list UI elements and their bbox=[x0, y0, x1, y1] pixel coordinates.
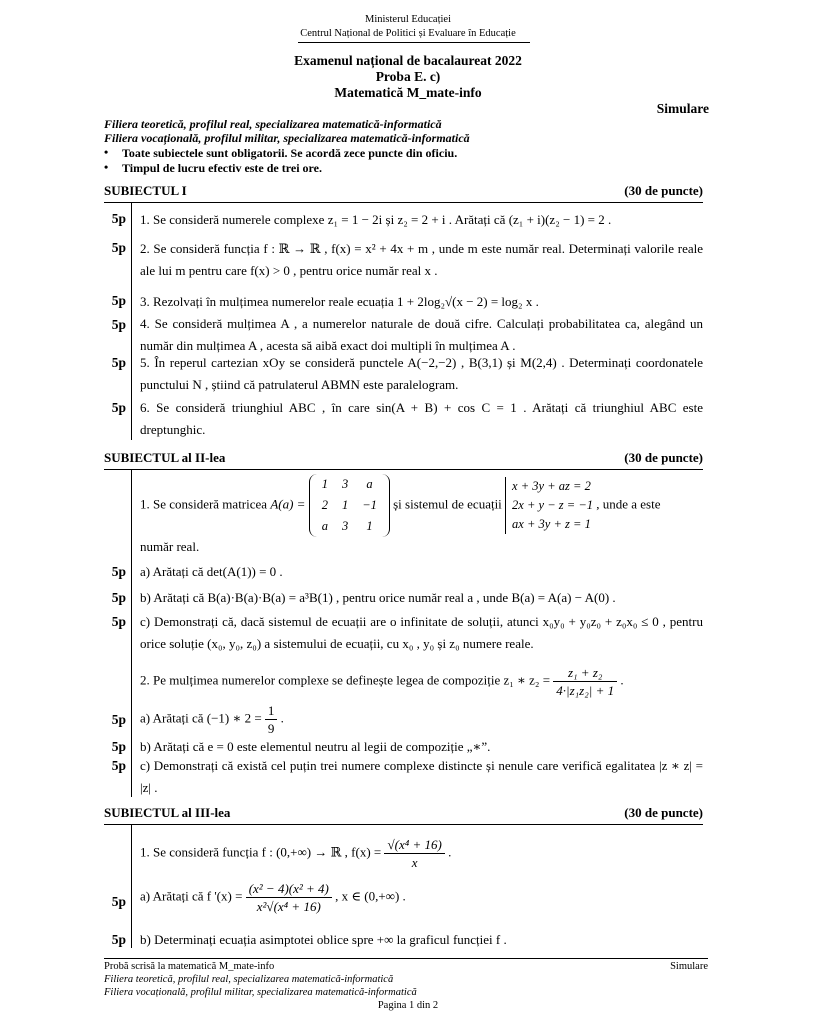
fraction-denominator: 4·|z₁z₂| + 1 bbox=[556, 683, 615, 698]
fraction-denominator: 9 bbox=[267, 721, 275, 736]
s3-1a bbox=[140, 880, 406, 915]
fraction-denominator: x²√(x⁴ + 16) bbox=[256, 899, 321, 914]
equation: x + 3y + az = 2 bbox=[512, 479, 591, 493]
intro-text: 1. Se consideră funcția f : (0,+∞) → ℝ , f(x) = bbox=[140, 844, 382, 860]
section-points: (30 de puncte) bbox=[624, 183, 703, 198]
proba-title: Proba E. c) bbox=[375, 69, 441, 84]
s2-1c: c) Demonstrați că, dacă sistemul de ecuații are o infinitate de soluții, atunci x₀y₀ + y₀z₀ + z₀x₀ ≤ 0 , pentru orice soluție (x₀, y₀, z₀) a sistemului de ecuații, cu x₀ , y₀ și z₀ numere reale. bbox=[140, 614, 703, 651]
s2-problem-2-intro: 2. Pe mulțimea numerelor complexe se definește legea de compoziție z₁ ∗ z₂ = $\frac{\text{z₁ + z₂}}{\text{4·|z₁z₂| + 1}}$ . bbox=[140, 665, 624, 698]
matrix-cell: 3 bbox=[341, 519, 349, 533]
points-label: 5p bbox=[111, 240, 126, 255]
section-2-header bbox=[104, 450, 703, 466]
ministry-name: Ministerul Educației bbox=[364, 14, 452, 25]
points-label: 5p bbox=[111, 590, 126, 605]
header-rule bbox=[298, 42, 530, 43]
composition-fraction bbox=[553, 664, 617, 699]
intro-text: și sistemul de ecuații bbox=[393, 496, 502, 512]
intro-text: 1. Se consideră matricea bbox=[140, 496, 268, 512]
points-label: 5p bbox=[111, 564, 126, 579]
section-points: (30 de puncte) bbox=[624, 450, 703, 465]
instruction-1: Toate subiectele sunt obligatorii. Se acordă zece puncte din oficiu. bbox=[122, 146, 458, 160]
matrix-name: A(a) = bbox=[270, 496, 306, 512]
s1-item-5: 5. În reperul cartezian xOy se consideră punctele A(−2,−2) , B(3,1) și M(2,4) . Determinați coordonatele punctului N , știind că patrulaterul ABMN este paralelogram. bbox=[140, 355, 703, 392]
points-label: 5p bbox=[111, 712, 126, 727]
bullet-icon: • bbox=[104, 160, 109, 174]
s1-item-3: 3. Rezolvați în mulțimea numerelor reale ecuația 1 + 2log₂√(x − 2) = log₂ x . bbox=[140, 294, 539, 309]
s2-2a: a) Arătați că (−1) ∗ 2 = $\frac{1}{9}$ . bbox=[140, 703, 284, 736]
points-label: 5p bbox=[111, 932, 126, 947]
footer-simulare: Simulare bbox=[670, 961, 708, 972]
matrix-cell: −1 bbox=[362, 498, 377, 512]
s2-1b: b) Arătați că B(a)·B(a)·B(a) = a³B(1) , pentru orice număr real a , unde B(a) = A(a) − A(0) . bbox=[140, 590, 616, 605]
section-3-header bbox=[104, 805, 703, 821]
function-fraction bbox=[384, 836, 444, 871]
intro-text: 2. Pe mulțimea numerelor complexe se definește legea de compoziție z₁ ∗ z₂ = bbox=[140, 672, 551, 688]
page-number: Pagina 1 din 2 bbox=[377, 1000, 439, 1011]
s1-item-1: 1. Se consideră numerele complexe z₁ = 1 − 2i și z₂ = 2 + i . Arătați că (z₁ + i)(z₂ − 1) = 2 . bbox=[140, 212, 612, 227]
center-name: Centrul Național de Politici și Evaluare în Educație bbox=[300, 28, 516, 39]
points-label: 5p bbox=[111, 739, 126, 754]
points-label: 5p bbox=[111, 400, 126, 415]
s2-1a: a) Arătați că det(A(1)) = 0 . bbox=[140, 564, 283, 579]
s3-problem-1-intro: 1. Se consideră funcția f : (0,+∞) → ℝ , f(x) = $\frac{\text{√(x⁴ + 16)}}{x}$ . bbox=[140, 837, 452, 870]
points-label: 5p bbox=[111, 758, 126, 773]
s1-item-2: 2. Se consideră funcția f : ℝ → ℝ , f(x) = x² + 4x + m , unde m este număr real. Determinați valorile reale ale lui m pentru care f(x) > 0 , pentru orice număr real x . bbox=[140, 241, 703, 278]
filiera-teoretica: Filiera teoretică, profilul real, specializarea matematică-informatică bbox=[104, 117, 442, 131]
s2-problem-1-intro-end: număr real. bbox=[140, 539, 200, 554]
points-label: 5p bbox=[111, 894, 126, 909]
section-1-header bbox=[104, 183, 703, 199]
matrix-cell: a bbox=[321, 519, 328, 533]
bullet-icon: • bbox=[104, 145, 109, 159]
section-2-rule bbox=[104, 469, 703, 470]
points-label: 5p bbox=[111, 317, 126, 332]
s2-2b: b) Arătați că e = 0 este elementul neutru al legii de compoziție „∗”. bbox=[140, 739, 491, 754]
s2-problem-1-intro bbox=[140, 474, 703, 537]
simulare-label: Simulare bbox=[656, 101, 709, 116]
derivative-fraction bbox=[246, 880, 332, 915]
section-title: SUBIECTUL al III-lea bbox=[104, 805, 231, 820]
s1-item-4: 4. Se consideră mulțimea A , a numerelor naturale de două cifre. Calculați probabilitatea ca, alegând un număr din mulțimea A , acesta să aibă exact doi multipli în mulțimea A . bbox=[140, 316, 703, 353]
s1-item-6: 6. Se consideră triunghiul ABC , în care sin(A + B) + cos C = 1 . Arătați că triunghiul ABC este dreptunghic. bbox=[140, 400, 703, 437]
matrix-cell: 1 bbox=[341, 498, 349, 512]
points-label: 5p bbox=[111, 211, 126, 226]
intro-text: , unde a este bbox=[596, 496, 661, 512]
section-title: SUBIECTUL al II-lea bbox=[104, 450, 226, 465]
section-1-rule bbox=[104, 202, 703, 203]
fraction-numerator: 1 bbox=[265, 702, 278, 720]
s3-1b: b) Determinați ecuația asimptotei oblice spre +∞ la graficul funcției f . bbox=[140, 932, 507, 947]
footer-line-2: Filiera teoretică, profilul real, specializarea matematică-informatică bbox=[104, 974, 394, 985]
matrix-cell: 1 bbox=[321, 477, 328, 491]
item-text: a) Arătați că (−1) ∗ 2 = bbox=[140, 710, 262, 726]
fraction-numerator: √(x⁴ + 16) bbox=[384, 836, 444, 854]
item-text: a) Arătați că f '(x) = bbox=[140, 888, 243, 904]
filiera-vocationala: Filiera vocațională, profilul militar, specializarea matematică-informatică bbox=[104, 131, 470, 145]
matrix-cell: 2 bbox=[321, 498, 328, 512]
section-title: SUBIECTUL I bbox=[104, 183, 187, 198]
matrix-cell: a bbox=[366, 477, 373, 491]
s2-2c: c) Demonstrați că există cel puțin trei numere complexe distincte și nenule care verifică egalitatea |z ∗ z| = |z| . bbox=[140, 758, 703, 795]
equation-system bbox=[505, 477, 593, 534]
result-fraction bbox=[265, 702, 278, 737]
points-label: 5p bbox=[111, 355, 126, 370]
matrix-cell: 1 bbox=[366, 519, 373, 533]
section-3-rule bbox=[104, 824, 703, 825]
fraction-denominator: x bbox=[411, 855, 418, 870]
equation: 2x + y − z = −1 bbox=[512, 498, 593, 512]
matrix-A bbox=[309, 474, 390, 537]
fraction-numerator: (x² − 4)(x² + 4) bbox=[246, 880, 332, 898]
matrix-cell: 3 bbox=[341, 477, 349, 491]
section-points: (30 de puncte) bbox=[624, 805, 703, 820]
footer-line-1: Probă scrisă la matematică M_mate-info bbox=[104, 961, 275, 972]
section-1-divider bbox=[131, 203, 132, 440]
section-2-divider bbox=[131, 470, 132, 797]
footer-rule bbox=[104, 958, 708, 959]
footer-line-3: Filiera vocațională, profilul militar, specializarea matematică-informatică bbox=[104, 987, 417, 998]
subject-title: Matematică M_mate-info bbox=[334, 85, 482, 100]
instruction-2: Timpul de lucru efectiv este de trei ore. bbox=[122, 161, 322, 175]
section-3-divider bbox=[131, 825, 132, 948]
equation: ax + 3y + z = 1 bbox=[512, 517, 591, 531]
points-label: 5p bbox=[111, 293, 126, 308]
exam-title: Examenul național de bacalaureat 2022 bbox=[294, 53, 522, 68]
points-label: 5p bbox=[111, 614, 126, 629]
fraction-numerator: z₁ + z₂ bbox=[553, 664, 617, 682]
item-text: , x ∈ (0,+∞) . bbox=[335, 888, 406, 904]
